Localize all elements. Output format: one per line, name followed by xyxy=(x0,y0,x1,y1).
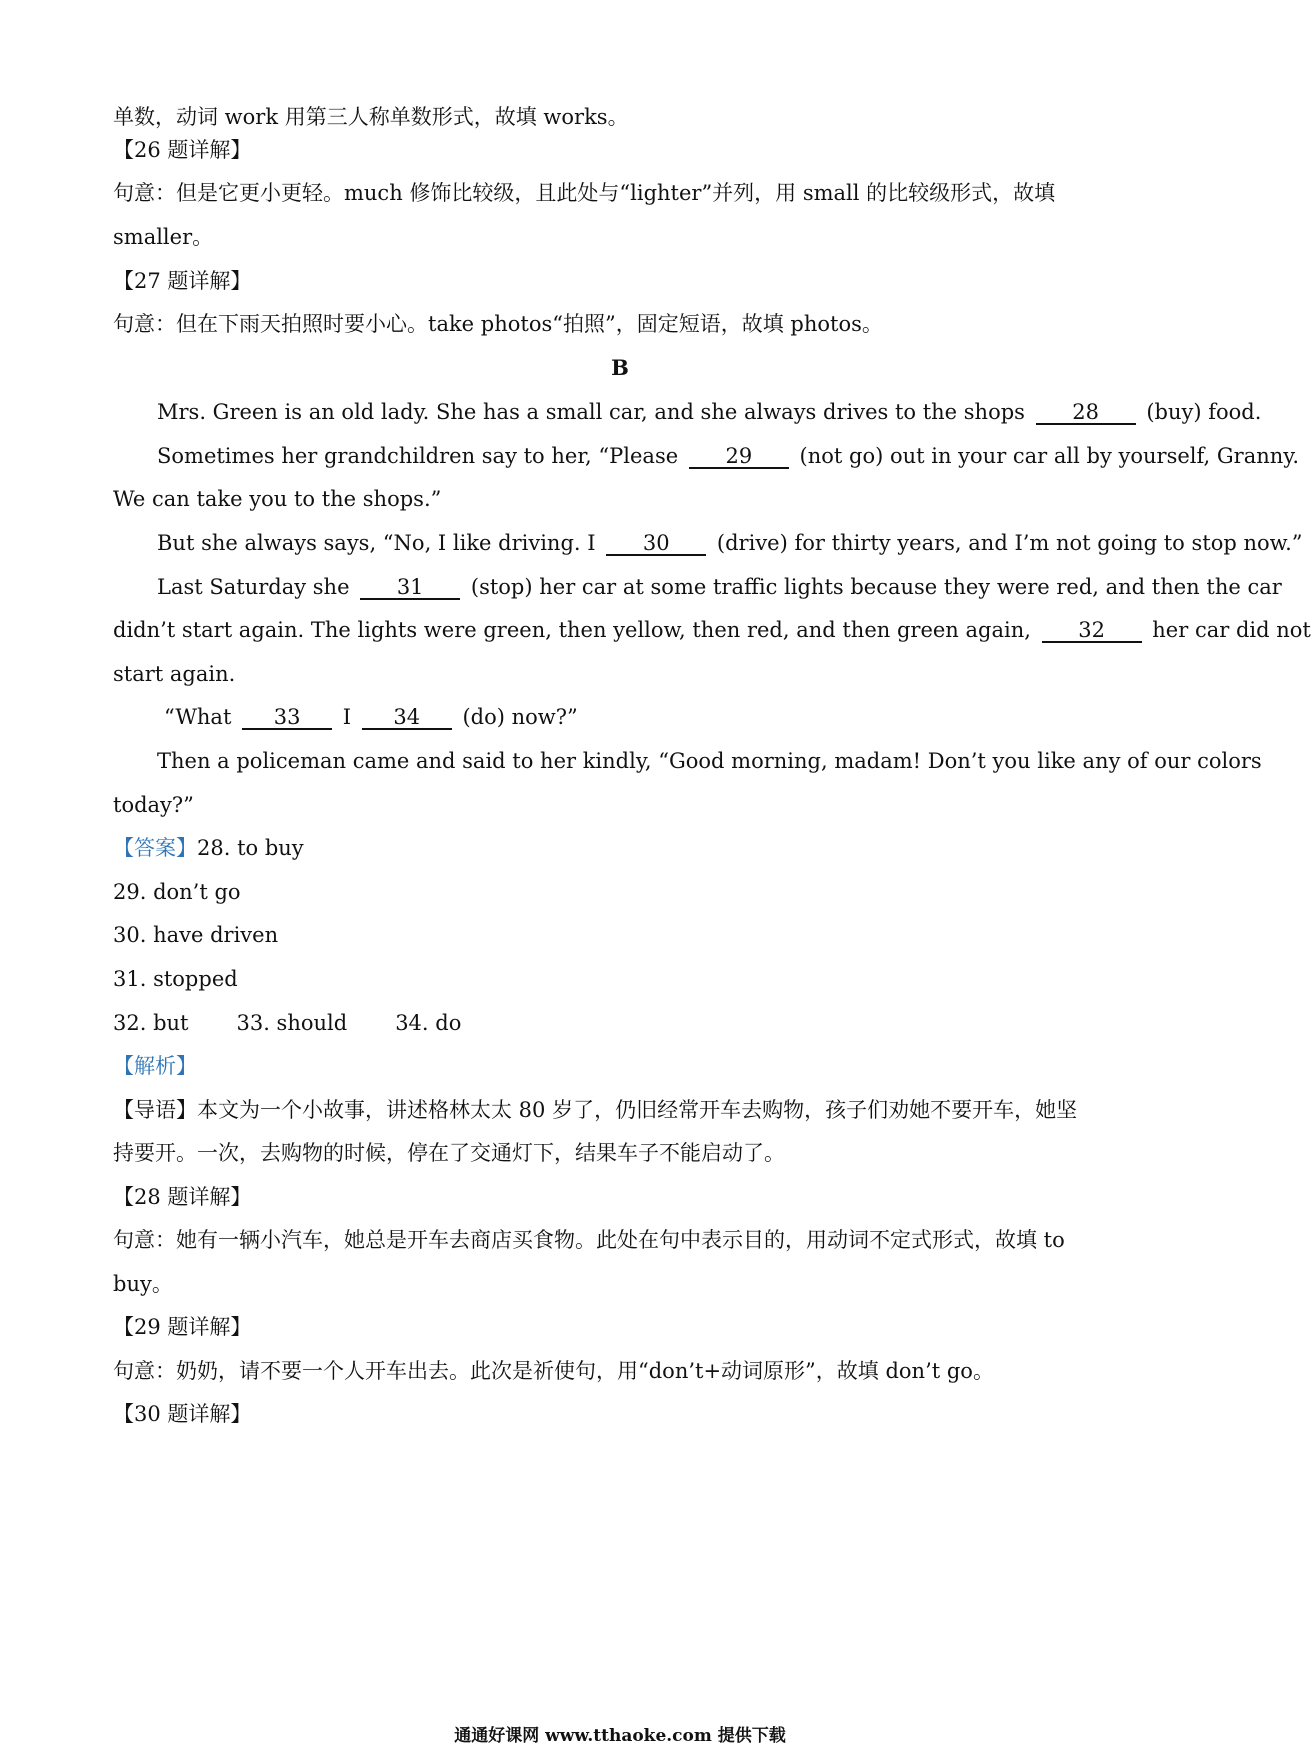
blank-30: 30 xyxy=(606,532,706,556)
answer-line xyxy=(113,833,304,863)
passage-line xyxy=(157,441,1299,471)
analysis-label: 【解析】 xyxy=(113,1054,197,1078)
passage-text: Last Saturday she xyxy=(157,575,350,599)
passage-line xyxy=(164,702,578,732)
blank-31: 31 xyxy=(360,576,460,600)
page-footer: 通通好课网 www.tthaoke.com 提供下载 xyxy=(454,1726,786,1746)
blank-29: 29 xyxy=(689,445,789,469)
answer-33: 33. should xyxy=(236,1011,348,1035)
text-line: smaller。 xyxy=(113,225,214,249)
q29-heading: 【29 题详解】 xyxy=(113,1315,252,1339)
passage-text: her car did not xyxy=(1152,618,1311,642)
blank-28: 28 xyxy=(1036,401,1136,425)
q26-heading: 【26 题详解】 xyxy=(113,138,252,162)
q30-heading: 【30 题详解】 xyxy=(113,1402,252,1426)
passage-text: (do) now?” xyxy=(462,705,578,729)
passage-line: start again. xyxy=(113,662,236,686)
answer-32: 32. but xyxy=(113,1011,189,1035)
passage-line xyxy=(157,528,1303,558)
text-line: 句意：但在下雨天拍照时要小心。take photos“拍照”，固定短语，故填 photos。 xyxy=(113,312,883,336)
passage-text: Mrs. Green is an old lady. She has a small car, and she always drives to the shops xyxy=(157,400,1025,424)
answer-30: 30. have driven xyxy=(113,923,279,947)
answer-label: 【答案】 xyxy=(113,836,197,860)
answer-34: 34. do xyxy=(395,1011,462,1035)
passage-text: didn’t start again. The lights were green, then yellow, then red, and then green again, xyxy=(113,618,1031,642)
explanation-text: buy。 xyxy=(113,1272,173,1296)
q27-heading: 【27 题详解】 xyxy=(113,269,252,293)
q28-heading: 【28 题详解】 xyxy=(113,1185,252,1209)
guide-text: 持要开。一次，去购物的时候，停在了交通灯下，结果车子不能启动了。 xyxy=(113,1141,785,1165)
blank-33: 33 xyxy=(242,706,332,730)
passage-line: We can take you to the shops.” xyxy=(113,487,442,511)
answer-line xyxy=(113,1008,461,1038)
text-line: 单数，动词 work 用第三人称单数形式，故填 works。 xyxy=(113,105,629,129)
passage-line: today?” xyxy=(113,793,194,817)
section-label: B xyxy=(611,355,629,380)
passage-text: “What xyxy=(164,705,232,729)
passage-text: (stop) her car at some traffic lights because they were red, and then the car xyxy=(470,575,1282,599)
explanation-text: 句意：她有一辆小汽车，她总是开车去商店买食物。此处在句中表示目的，用动词不定式形式，故填 to xyxy=(113,1228,1065,1252)
passage-text: But she always says, “No, I like driving. I xyxy=(157,531,596,555)
blank-34: 34 xyxy=(362,706,452,730)
passage-text: Sometimes her grandchildren say to her, “Please xyxy=(157,444,679,468)
explanation-text: 句意：奶奶，请不要一个人开车出去。此次是祈使句，用“don’t+动词原形”，故填 don’t go。 xyxy=(113,1359,994,1383)
passage-text: (drive) for thirty years, and I’m not going to stop now.” xyxy=(716,531,1303,555)
blank-32: 32 xyxy=(1042,619,1142,643)
guide-text: 【导语】本文为一个小故事，讲述格林太太 80 岁了，仍旧经常开车去购物，孩子们劝她不要开车，她坚 xyxy=(113,1098,1078,1122)
passage-text: (buy) food. xyxy=(1146,400,1262,424)
passage-line xyxy=(157,397,1261,427)
passage-line xyxy=(157,572,1282,602)
passage-line xyxy=(113,615,1311,645)
passage-text: (not go) out in your car all by yourself, Granny. xyxy=(799,444,1300,468)
text-line: 句意：但是它更小更轻。much 修饰比较级，且此处与“lighter”并列，用 small 的比较级形式，故填 xyxy=(113,181,1056,205)
passage-text: I xyxy=(342,705,352,729)
answer-31: 31. stopped xyxy=(113,967,238,991)
passage-line: Then a policeman came and said to her kindly, “Good morning, madam! Don’t you like any of our colors xyxy=(157,749,1262,773)
answer-28: 28. to buy xyxy=(197,836,304,860)
answer-29: 29. don’t go xyxy=(113,880,241,904)
